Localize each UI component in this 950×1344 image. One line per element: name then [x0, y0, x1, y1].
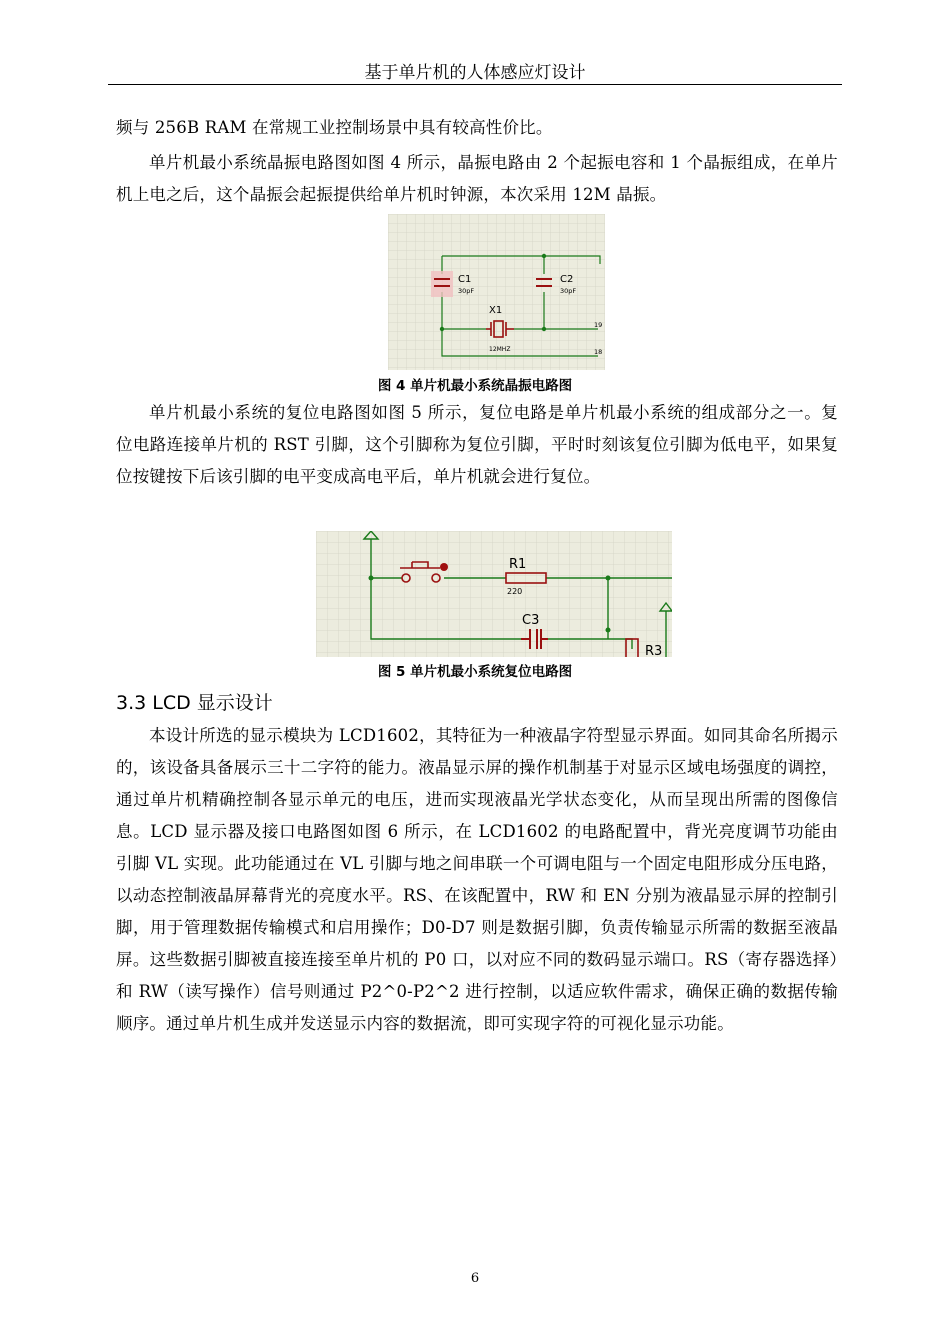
page-number: 6: [470, 1271, 480, 1286]
c2-value: 30pF: [560, 287, 577, 295]
pin-18-label: 18: [594, 348, 603, 356]
reset-circuit-schematic: [316, 531, 672, 657]
x1-label: X1: [489, 305, 503, 316]
paragraph-2: 单片机最小系统晶振电路图如图 4 所示，晶振电路由 2 个起振电容和 1 个晶振组成，在单片机上电之后，这个晶振会起振提供给单片机时钟源，本次采用 12M 晶振。: [116, 153, 838, 204]
crystal-circuit-schematic: [388, 214, 605, 370]
figure-4-crystal-circuit: [388, 214, 605, 370]
paragraph-3: 单片机最小系统的复位电路图如图 5 所示，复位电路是单片机最小系统的组成部分之一。复位电路连接单片机的 RST 引脚，这个引脚称为复位引脚，平时时刻该复位引脚为低电平，如果复位按键按下后该引脚的电平变成高电平后，单片机就会进行复位。: [116, 403, 838, 486]
section-heading: 3.3 LCD 显示设计: [116, 692, 273, 714]
figure-5-reset-circuit: [316, 531, 672, 657]
page-header: 基于单片机的人体感应灯设计: [108, 58, 842, 85]
c1-label: C1: [458, 274, 472, 285]
c3-label: C3: [522, 613, 540, 628]
r1-label: R1: [509, 557, 527, 572]
paragraph-1: 频与 256B RAM 在常规工业控制场景中具有较高性价比。: [116, 118, 553, 137]
paragraph-4: 本设计所选的显示模块为 LCD1602，其特征为一种液晶字符型显示界面。如同其命名所揭示的，该设备具备展示三十二字符的能力。液晶显示屏的操作机制基于对显示区域电场强度的调控，通过单片机精确控制各显示单元的电压，进而实现液晶光学状态变化，从而呈现出所需的图像信息。LCD 显示器及接口电路图如图 6 所示，在 LCD1602 的电路配置中，背光亮度调节功能由引脚 VL 实现。此功能通过在 VL 引脚与地之间串联一个可调电阻与一个固定电阻形成分压电路，以动态控制液晶屏幕背光的亮度水平。RS、在该配置中，RW 和 EN 分别为液晶显示屏的控制引脚，用于管理数据传输模式和启用操作；D0-D7 则是数据引脚，负责传输显示所需的数据至液晶屏。这些数据引脚被直接连接至单片机的 P0 口，以对应不同的数码显示端口。RS（寄存器选择）和 RW（读写操作）信号则通过 P2^0-P2^2 进行控制，以适应软件需求，确保正确的数据传输顺序。通过单片机生成并发送显示内容的数据流，即可实现字符的可视化显示功能。: [116, 726, 838, 1033]
c2-label: C2: [560, 274, 574, 285]
r3-label: R3: [645, 644, 663, 657]
figure-4-caption: 图 4 单片机最小系统晶振电路图: [377, 378, 573, 394]
c1-value: 30pF: [458, 287, 475, 295]
x1-value: 12MHZ: [489, 346, 511, 353]
figure-5-caption: 图 5 单片机最小系统复位电路图: [377, 664, 573, 680]
r1-value: 220: [507, 587, 523, 596]
pin-19-label: 19: [594, 321, 603, 329]
